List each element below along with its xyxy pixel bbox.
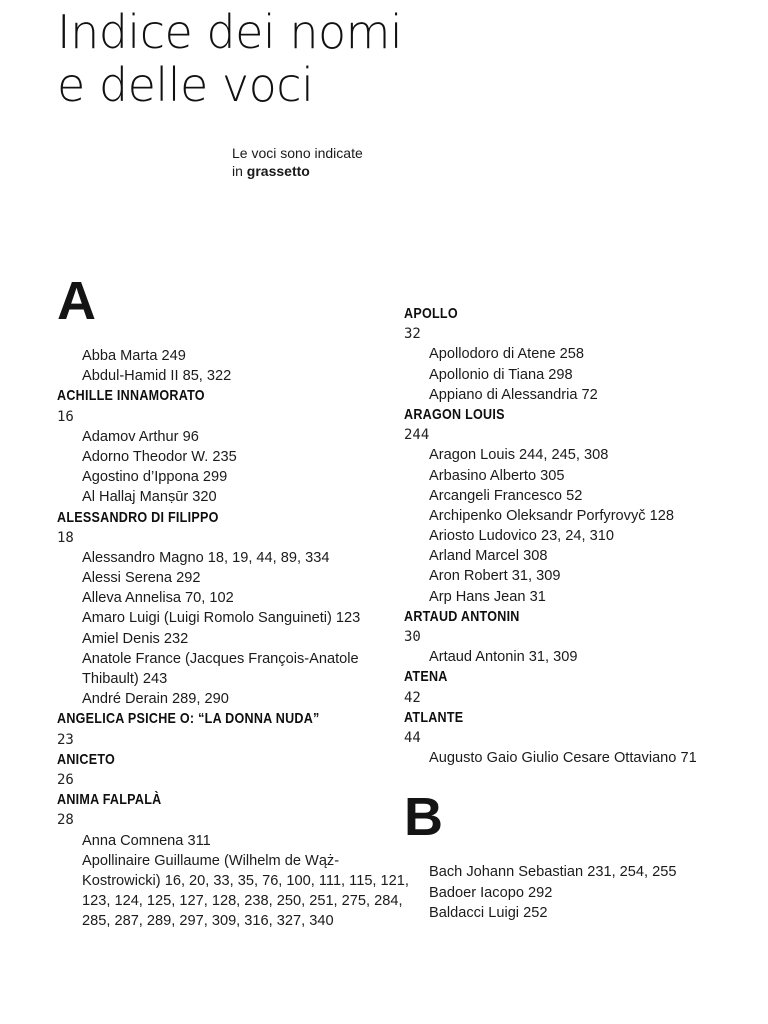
index-entry-title: APOLLO bbox=[404, 306, 458, 322]
index-name: Anna Comnena 311 bbox=[82, 832, 211, 849]
index-entry-title: ANICETO bbox=[57, 751, 116, 768]
index-name: Artaud Antonin 31, 309 bbox=[429, 649, 578, 666]
title-line-2: e delle voci bbox=[57, 58, 314, 112]
title-line-1: Indice dei nomi bbox=[57, 5, 403, 59]
index-name: Adorno Theodor W. 235 bbox=[82, 448, 237, 465]
index-name: Amiel Denis 232 bbox=[82, 630, 189, 647]
index-name: Alessi Serena 292 bbox=[82, 570, 201, 587]
index-entry-page: 16 bbox=[57, 408, 74, 425]
index-name: Agostino d’Ippona 299 bbox=[82, 469, 228, 486]
section-letter-a: A bbox=[57, 271, 96, 331]
index-name: Aragon Louis 244, 245, 308 bbox=[429, 447, 609, 464]
index-name: Arcangeli Francesco 52 bbox=[429, 487, 583, 504]
index-name: Appiano di Alessandria 72 bbox=[429, 386, 598, 403]
note-line-1: Le voci sono indicate bbox=[232, 145, 363, 161]
index-name: André Derain 289, 290 bbox=[82, 691, 229, 708]
index-entry-page: 28 bbox=[57, 812, 74, 829]
index-name-continuation: 285, 287, 289, 297, 309, 316, 327, 340 bbox=[82, 913, 334, 930]
index-note bbox=[232, 144, 363, 180]
index-name: Badoer Iacopo 292 bbox=[429, 884, 553, 901]
index-name-continuation: 123, 124, 125, 127, 128, 238, 250, 251, 275, 284, bbox=[82, 893, 403, 910]
index-list-b bbox=[404, 862, 744, 923]
index-name-continuation: Kostrowicki) 16, 20, 33, 35, 76, 100, 111, 115, 121, bbox=[82, 872, 409, 889]
index-entry-title: ANIMA FALPALÀ bbox=[57, 792, 162, 809]
index-name: Archipenko Oleksandr Porfyrovyč 128 bbox=[429, 507, 674, 524]
index-name: Abdul-Hamid II 85, 322 bbox=[82, 368, 232, 385]
index-name: Ariosto Ludovico 23, 24, 310 bbox=[429, 528, 614, 545]
index-name: Alessandro Magno 18, 19, 44, 89, 334 bbox=[82, 549, 330, 566]
index-name: Apollinaire Guillaume (Wilhelm de Wąż- bbox=[82, 852, 340, 869]
index-name: Anatole France (Jacques François-Anatole bbox=[82, 650, 359, 667]
index-entry-title: ARTAUD ANTONIN bbox=[404, 608, 520, 625]
index-name: Apollonio di Tiana 298 bbox=[429, 366, 573, 383]
index-name: Apollodoro di Atene 258 bbox=[429, 346, 584, 363]
index-entry-page: 42 bbox=[404, 689, 421, 706]
index-entry-page: 32 bbox=[404, 326, 421, 343]
index-name-continuation: Thibault) 243 bbox=[82, 671, 168, 687]
index-entry-title: ARAGON LOUIS bbox=[404, 406, 505, 423]
index-name: Arland Marcel 308 bbox=[429, 548, 548, 565]
index-entry-title: ATLANTE bbox=[404, 709, 464, 726]
index-name: Arbasino Alberto 305 bbox=[429, 467, 565, 484]
index-name: Alleva Annelisa 70, 102 bbox=[82, 590, 234, 607]
index-entry-title: ANGELICA PSICHE O: “LA DONNA NUDA” bbox=[57, 711, 320, 728]
index-list-a-continued bbox=[404, 304, 744, 768]
index-column-right bbox=[404, 304, 744, 923]
section-letter-b: B bbox=[404, 787, 443, 848]
index-name: Adamov Arthur 96 bbox=[82, 428, 199, 445]
index-name: Al Hallaj Manṣūr 320 bbox=[82, 489, 217, 506]
index-entry-page: 26 bbox=[57, 771, 74, 788]
note-bold-word: grassetto bbox=[246, 163, 310, 179]
index-entry-title: ATENA bbox=[404, 669, 448, 686]
index-name: Bach Johann Sebastian 231, 254, 255 bbox=[429, 864, 677, 881]
index-column-left bbox=[57, 271, 409, 931]
index-name: Arp Hans Jean 31 bbox=[429, 588, 546, 605]
index-name: Amaro Luigi (Luigi Romolo Sanguineti) 123 bbox=[82, 610, 361, 627]
index-entry-title: ACHILLE INNAMORATO bbox=[57, 388, 205, 405]
note-prefix: in bbox=[232, 163, 247, 179]
index-name: Baldacci Luigi 252 bbox=[429, 904, 548, 921]
index-entry-page: 23 bbox=[57, 731, 74, 748]
index-name: Aron Robert 31, 309 bbox=[429, 568, 561, 585]
page-title bbox=[57, 6, 402, 112]
note-line-2 bbox=[232, 162, 363, 180]
index-entry-page: 44 bbox=[404, 729, 421, 746]
index-name: Abba Marta 249 bbox=[82, 348, 186, 364]
index-name: Augusto Gaio Giulio Cesare Ottaviano 71 bbox=[429, 750, 697, 767]
index-list-a bbox=[57, 346, 409, 931]
index-entry-page: 30 bbox=[404, 629, 421, 645]
index-entry-page: 244 bbox=[404, 427, 430, 444]
index-entry-title: ALESSANDRO DI FILIPPO bbox=[57, 509, 219, 526]
index-entry-page: 18 bbox=[57, 529, 74, 546]
